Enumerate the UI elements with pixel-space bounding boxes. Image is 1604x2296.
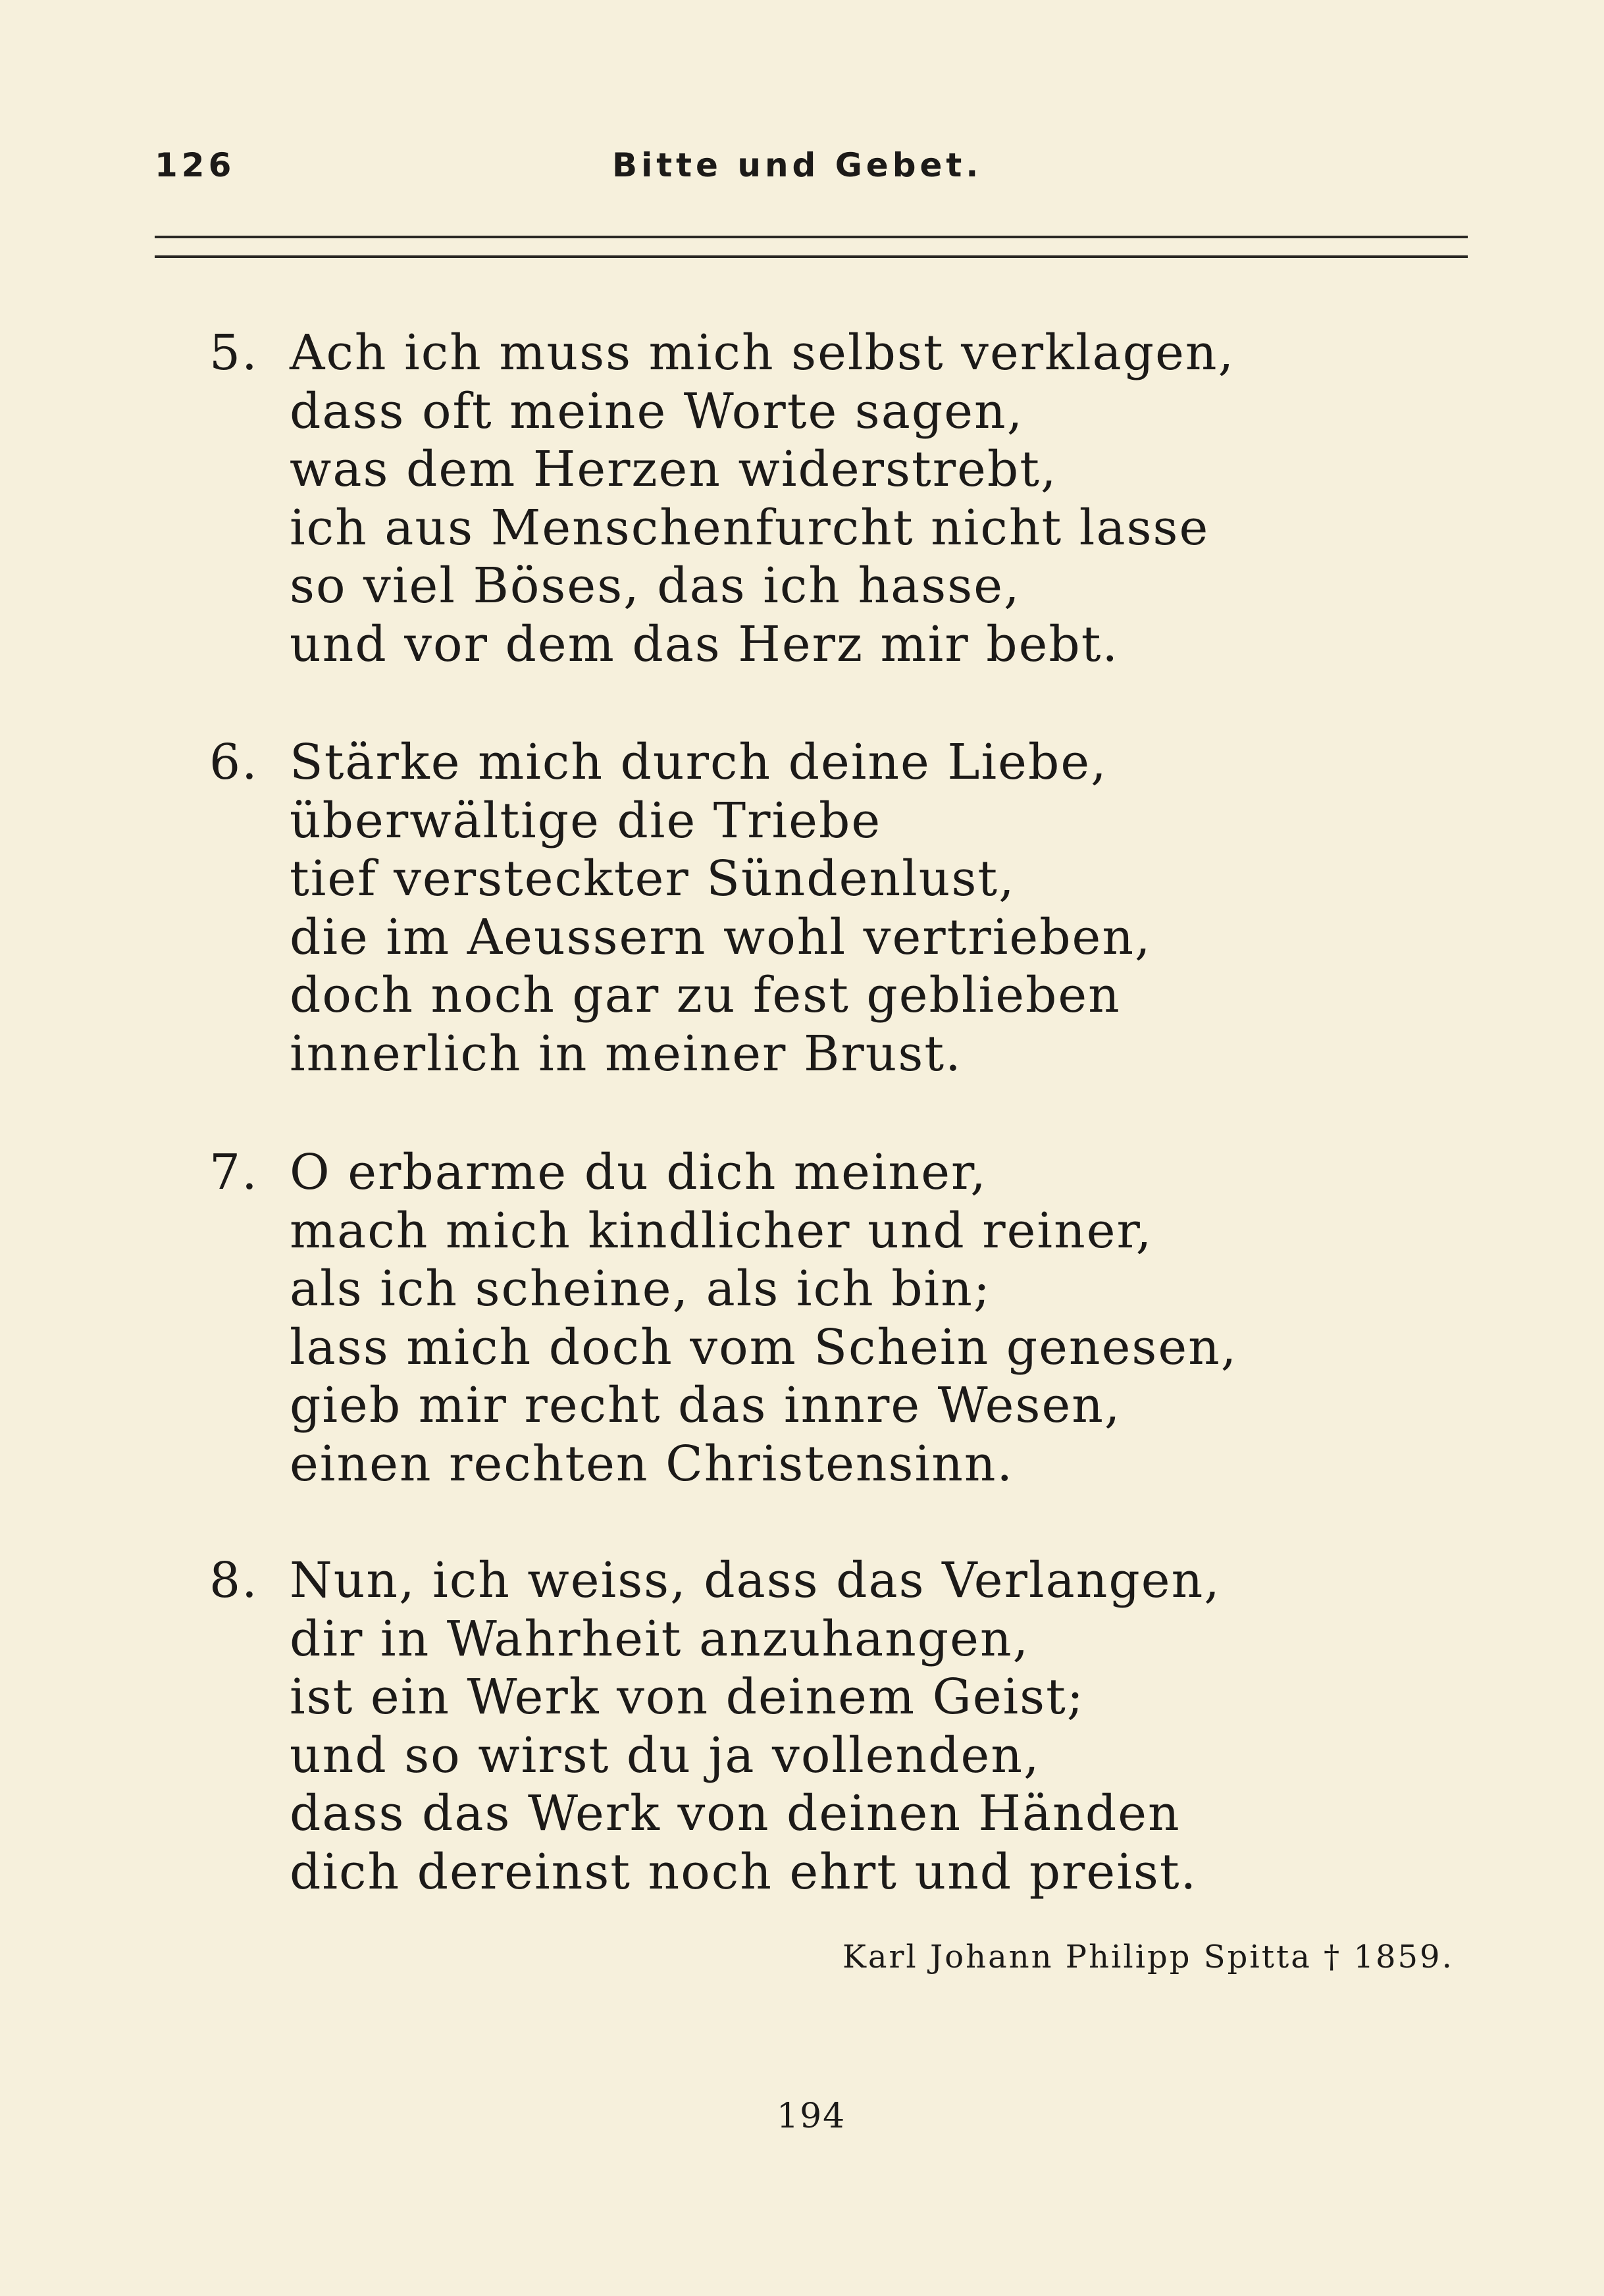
- header-rule-top: [155, 236, 1468, 238]
- verse-line: Nun, ich weiss, dass das Verlangen,: [290, 1552, 1221, 1609]
- verse-line: ich aus Menschenfurcht nicht lasse: [290, 499, 1210, 556]
- verse-line: und so wirst du ja vollenden,: [290, 1727, 1041, 1784]
- stanza-lines: [290, 324, 1235, 673]
- verse-line: die im Aeussern wohl vertrieben,: [290, 908, 1152, 966]
- author-attribution: Karl Johann Philipp Spitta † 1859.: [842, 1939, 1454, 1975]
- verse-line: einen rechten Christensinn.: [290, 1435, 1014, 1492]
- stanza-number: 7.: [209, 1144, 259, 1201]
- stanza-number: 6.: [209, 734, 259, 791]
- verse-line: mach mich kindlicher und reiner,: [290, 1202, 1153, 1259]
- verse-line: gieb mir recht das innre Wesen,: [290, 1377, 1122, 1434]
- verse-line: dich dereinst noch ehrt und preist.: [290, 1843, 1198, 1900]
- verse-line: tief versteckter Sündenlust,: [290, 850, 1016, 907]
- stanza-lines: [290, 1143, 1237, 1493]
- verse-line: so viel Böses, das ich hasse,: [290, 558, 1021, 614]
- verse-line: innerlich in meiner Brust.: [290, 1025, 962, 1082]
- verse-line: als ich scheine, als ich bin;: [290, 1261, 991, 1317]
- stanza-number: 5.: [209, 325, 259, 381]
- verse-line: O erbarme du dich meiner,: [290, 1144, 987, 1201]
- verse-line: überwältige die Triebe: [290, 792, 882, 849]
- verse-line: Ach ich muss mich selbst verklagen,: [290, 325, 1235, 381]
- running-head: [0, 146, 1604, 199]
- verse-line: dass das Werk von deinen Händen: [290, 1785, 1181, 1842]
- verse-line: doch noch gar zu fest geblieben: [290, 967, 1121, 1024]
- verse-line: dir in Wahrheit anzuhangen,: [290, 1610, 1030, 1667]
- verse-line: lass mich doch vom Schein genesen,: [290, 1318, 1238, 1376]
- verse-line: dass oft meine Worte sagen,: [290, 382, 1024, 440]
- verse-line: und vor dem das Herz mir bebt.: [290, 615, 1120, 673]
- folio-number: 126: [155, 146, 236, 184]
- stanza-lines: [290, 1552, 1221, 1901]
- verse-line: was dem Herzen widerstrebt,: [290, 441, 1058, 498]
- verse-line: Stärke mich durch deine Liebe,: [290, 734, 1108, 791]
- stanza-lines: [290, 733, 1152, 1083]
- stanza-number: 8.: [209, 1552, 259, 1609]
- page-number: 194: [777, 2097, 846, 2136]
- running-head-title: Bitte und Gebet.: [612, 146, 983, 184]
- header-rule-bottom: [155, 255, 1468, 258]
- verse-line: ist ein Werk von deinem Geist;: [290, 1669, 1085, 1725]
